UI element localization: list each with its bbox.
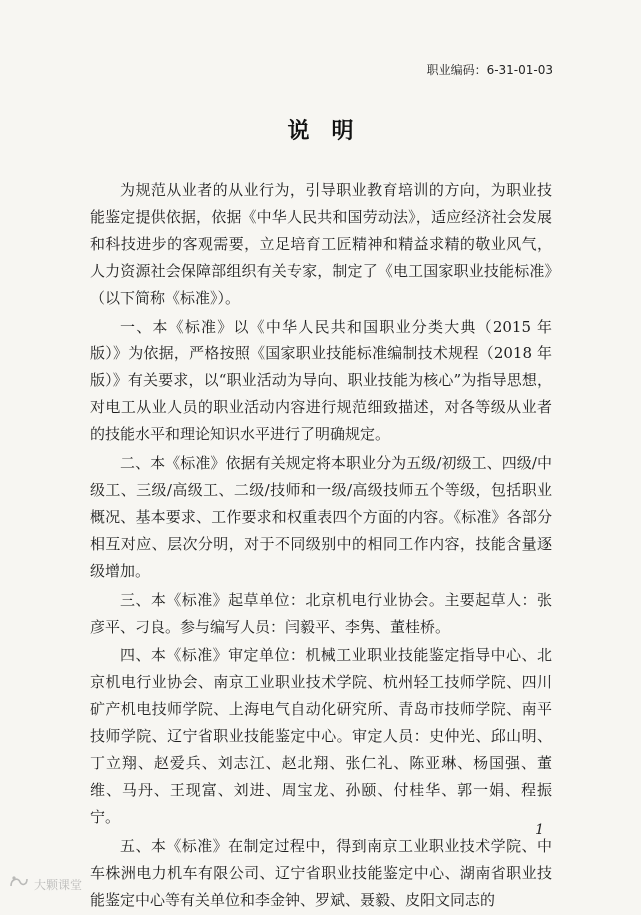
document-body [90,177,552,915]
watermark-text: 大颗课堂 [34,877,83,892]
watermark [8,874,82,894]
watermark-logo-icon [8,874,30,894]
paragraph-intro: 为规范从业者的从业行为，引导职业教育培训的方向，为职业技能鉴定提供依据，依据《中华人民共和国劳动法》，适应经济社会发展和科技进步的客观需要，立足培育工匠精神和精益求精的敬业风气，人力资源社会保障部组织有关专家，制定了《电工国家职业技能标准》（以下简称《标准》）。 [90,181,552,307]
paragraph-2: 二、本《标准》依据有关规定将本职业分为五级/初级工、四级/中级工、三级/高级工、二级/技师和一级/高级技师五个等级，包括职业概况、基本要求、工作要求和权重表四个方面的内容。《标准》各部分相互对应、层次分明，对于不同级别中的相同工作内容，技能含量逐级增加。 [90,454,552,580]
paragraph-5: 五、本《标准》在制定过程中，得到南京工业职业技术学院、中车株洲电力机车有限公司、辽宁省职业技能鉴定中心、湖南省职业技能鉴定中心等有关单位和李金钟、罗斌、聂毅、皮阳文同志的 [90,836,552,909]
occupation-code: 职业编码：6-31-01-03 [426,63,553,77]
page-title: 说明 [287,119,376,144]
paragraph-3: 三、本《标准》起草单位：北京机电行业协会。主要起草人：张彦平、刁良。参与编写人员：闫毅平、李隽、董桂桥。 [90,590,552,636]
page-number: 1 [535,822,544,838]
paragraph-4: 四、本《标准》审定单位：机械工业职业技能鉴定指导中心、北京机电行业协会、南京工业职业技术学院、杭州轻工技师学院、四川矿产机电技师学院、上海电气自动化研究所、青岛市技师学院、南平技师学院、辽宁省职业技能鉴定中心。审定人员：史仲光、邱山明、丁立翔、赵爱兵、刘志江、赵北翔、张仁礼、陈亚琳、杨国强、董维、马丹、王现富、刘进、周宝龙、孙颐、付桂华、郭一娟、程振宁。 [90,646,552,826]
paragraph-1: 一、本《标准》以《中华人民共和国职业分类大典（2015 年版）》为依据，严格按照《国家职业技能标准编制技术规程（2018 年版）》有关要求，以“职业活动为导向、职业技能为核心”为指导思想，对电工从业人员的职业活动内容进行规范细致描述，对各等级从业者的技能水平和理论知识水平进行了明确规定。 [90,317,552,444]
